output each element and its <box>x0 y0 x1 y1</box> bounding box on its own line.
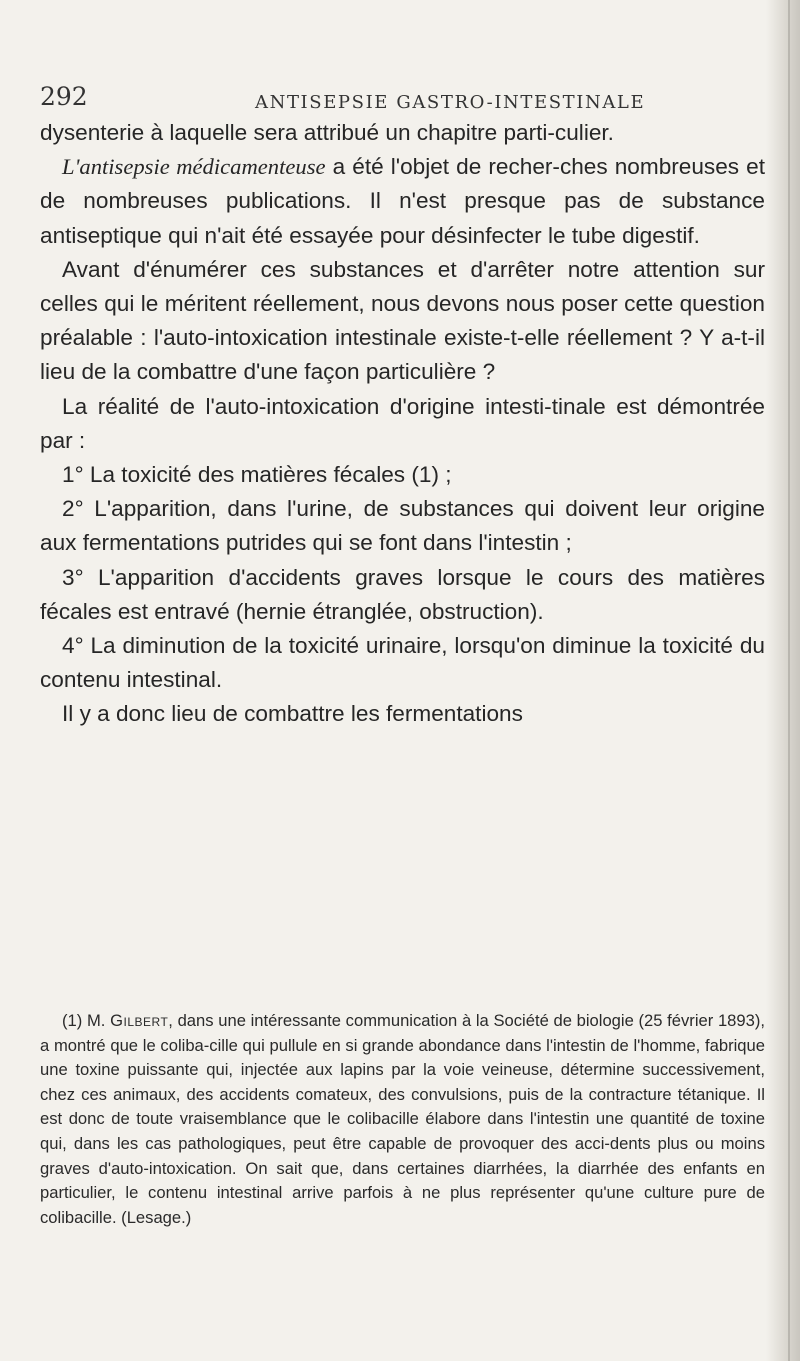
italic-phrase: L'antisepsie médicamenteuse <box>62 154 326 180</box>
footnote-marker: (1) M. <box>62 1011 111 1030</box>
list-item-1: 1° La toxicité des matières fécales (1) ; <box>62 462 452 488</box>
page-number: 292 <box>40 82 88 111</box>
list-item-2: 2° L'apparition, dans l'urine, de substances qui doivent leur origine aux fermentations putrides qui se font dans l'intestin ; <box>40 496 765 556</box>
footnote-author: Gilbert <box>110 1011 169 1030</box>
list-item-3: 3° L'apparition d'accidents graves lorsque le cours des matières fécales est entravé (hernie étranglée, obstruction). <box>40 564 765 624</box>
page-edge-line <box>788 0 790 1361</box>
body-text <box>40 116 765 732</box>
paragraph-2-rest: a été l'objet de recher-ches nombreuses et de nombreuses publications. Il n'est presque pas de substance antiseptique qui n'ait été essayée pour désinfecter le tube digestif. <box>40 154 766 248</box>
paragraph-1: dysenterie à laquelle sera attribué un chapitre parti-culier. <box>40 120 614 145</box>
list-item-4: 4° La diminution de la toxicité urinaire, lorsqu'on diminue la toxicité du contenu intestinal. <box>40 633 765 693</box>
footnote-body: , dans une intéressante communication à la Société de biologie (25 février 1893), a montré que le coliba-cille qui pullule en si grande abondance dans l'intestin de l'homme, fabrique une toxine puissante qui, injectée aux lapins par la voie veineuse, détermine successivement, chez ces animaux, des accidents comateux, des convulsions, puis de la contracture tétanique. Il est donc de toute vraisemblance que le colibacille élabore dans l'intestin une quantité de toxine qui, dans les cas pathologiques, peut être capable de provoquer des acci-dents plus ou moins graves d'auto-intoxication. On sait que, dans certaines diarrhées, la diarrhée des enfants en particulier, le contenu intestinal arrive parfois à ne plus représenter qu'une culture pure de colibacille. (Lesage.) <box>40 1011 765 1227</box>
footnote-text <box>40 1009 765 1230</box>
page-header <box>40 82 760 112</box>
paragraph-2 <box>40 150 765 253</box>
footnote <box>40 1009 765 1230</box>
paragraph-3: Avant d'énumérer ces substances et d'arrêter notre attention sur celles qui le méritent réellement, nous devons nous poser cette question préalable : l'auto-intoxication intestinale existe-t-elle réellement ? Y a-t-il lieu de la combattre d'une façon particulière ? <box>40 256 765 385</box>
paragraph-5: Il y a donc lieu de combattre les fermentations <box>62 701 523 727</box>
page-edge-shadow <box>766 0 800 1361</box>
paragraph-4: La réalité de l'auto-intoxication d'origine intesti-tinale est démontrée par : <box>40 393 765 453</box>
running-title: ANTISEPSIE GASTRO-INTESTINALE <box>255 92 646 113</box>
